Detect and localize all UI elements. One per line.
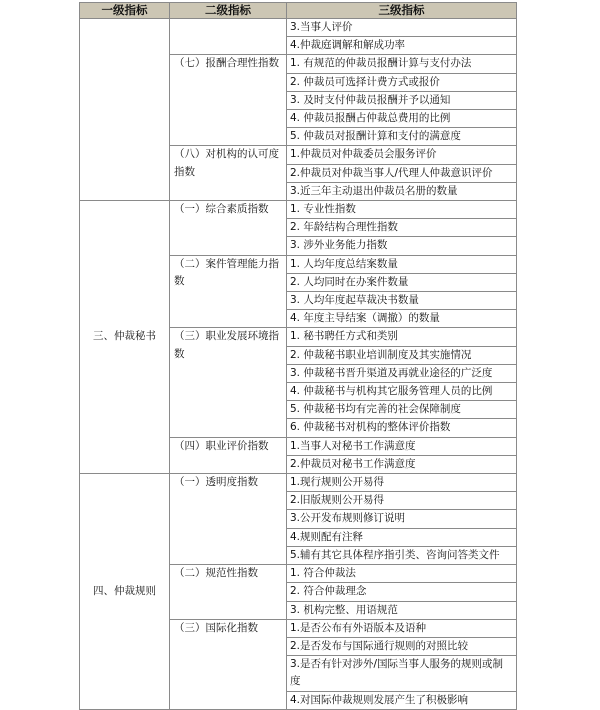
level3-cell: 2.仲裁员对秘书工作满意度 bbox=[287, 455, 517, 473]
header-level3: 三级指标 bbox=[287, 3, 517, 19]
level3-cell: 6. 仲裁秘书对机构的整体评价指数 bbox=[287, 419, 517, 437]
table-row bbox=[80, 474, 517, 492]
level3-cell: 1.现行规则公开易得 bbox=[287, 474, 517, 492]
level2-cell: （七）报酬合理性指数 bbox=[170, 55, 287, 146]
level3-cell: 1.是否公布有外语版本及语种 bbox=[287, 619, 517, 637]
level2-cell: （一）透明度指数 bbox=[170, 474, 287, 565]
level2-cell: （三）职业发展环境指数 bbox=[170, 328, 287, 437]
level3-cell: 1.当事人对秘书工作满意度 bbox=[287, 437, 517, 455]
level3-cell: 4.对国际仲裁规则发展产生了积极影响 bbox=[287, 691, 517, 709]
table-row bbox=[80, 201, 517, 219]
level3-cell: 1.仲裁员对仲裁委员会服务评价 bbox=[287, 146, 517, 164]
level2-cell bbox=[170, 19, 287, 55]
level3-cell: 3.是否有针对涉外/国际当事人服务的规则或制度 bbox=[287, 656, 517, 691]
level1-cell bbox=[80, 19, 170, 201]
header-level2: 二级指标 bbox=[170, 3, 287, 19]
level3-cell: 3. 机构完整、用语规范 bbox=[287, 601, 517, 619]
level3-cell: 3.公开发布规则修订说明 bbox=[287, 510, 517, 528]
level3-cell: 1. 秘书聘任方式和类别 bbox=[287, 328, 517, 346]
level2-cell: （二）案件管理能力指数 bbox=[170, 255, 287, 328]
level2-cell: （二）规范性指数 bbox=[170, 565, 287, 620]
level3-cell: 2.是否发布与国际通行规则的对照比较 bbox=[287, 637, 517, 655]
level3-cell: 3.近三年主动退出仲裁员名册的数量 bbox=[287, 182, 517, 200]
level2-cell: （一）综合素质指数 bbox=[170, 201, 287, 256]
header-level1: 一级指标 bbox=[80, 3, 170, 19]
level3-cell: 2. 人均同时在办案件数量 bbox=[287, 273, 517, 291]
level3-cell: 5.辅有其它具体程序指引类、咨询问答类文件 bbox=[287, 546, 517, 564]
level3-cell: 1. 符合仲裁法 bbox=[287, 565, 517, 583]
level3-cell: 1. 专业性指数 bbox=[287, 201, 517, 219]
level3-cell: 3.当事人评价 bbox=[287, 19, 517, 37]
level3-cell: 3. 仲裁秘书晋升渠道及再就业途径的广泛度 bbox=[287, 364, 517, 382]
level3-cell: 1. 人均年度总结案数量 bbox=[287, 255, 517, 273]
table-row bbox=[80, 19, 517, 37]
level3-cell: 2. 符合仲裁理念 bbox=[287, 583, 517, 601]
level3-cell: 4.仲裁庭调解和解成功率 bbox=[287, 37, 517, 55]
level2-cell: （八）对机构的认可度指数 bbox=[170, 146, 287, 201]
level3-cell: 3. 及时支付仲裁员报酬并予以通知 bbox=[287, 91, 517, 109]
level3-cell: 2. 年龄结构合理性指数 bbox=[287, 219, 517, 237]
level3-cell: 4. 仲裁员报酬占仲裁总费用的比例 bbox=[287, 110, 517, 128]
level3-cell: 3. 人均年度起草裁决书数量 bbox=[287, 292, 517, 310]
level3-cell: 2. 仲裁秘书职业培训制度及其实施情况 bbox=[287, 346, 517, 364]
level3-cell: 2.旧版规则公开易得 bbox=[287, 492, 517, 510]
level3-cell: 5. 仲裁员对报酬计算和支付的满意度 bbox=[287, 128, 517, 146]
level3-cell: 4. 年度主导结案（调撤）的数量 bbox=[287, 310, 517, 328]
level3-cell: 5. 仲裁秘书均有完善的社会保障制度 bbox=[287, 401, 517, 419]
level3-cell: 2. 仲裁员可选择计费方式或报价 bbox=[287, 73, 517, 91]
level3-cell: 3. 涉外业务能力指数 bbox=[287, 237, 517, 255]
level3-cell: 4. 仲裁秘书与机构其它服务管理人员的比例 bbox=[287, 383, 517, 401]
indicator-table bbox=[79, 2, 517, 710]
level1-cell: 四、仲裁规则 bbox=[80, 474, 170, 710]
level3-cell: 2.仲裁员对仲裁当事人/代理人仲裁意识评价 bbox=[287, 164, 517, 182]
level2-cell: （三）国际化指数 bbox=[170, 619, 287, 709]
header-row bbox=[80, 3, 517, 19]
level2-cell: （四）职业评价指数 bbox=[170, 437, 287, 473]
level3-cell: 4.规则配有注释 bbox=[287, 528, 517, 546]
level3-cell: 1. 有规范的仲裁员报酬计算与支付办法 bbox=[287, 55, 517, 73]
level1-cell: 三、仲裁秘书 bbox=[80, 201, 170, 474]
